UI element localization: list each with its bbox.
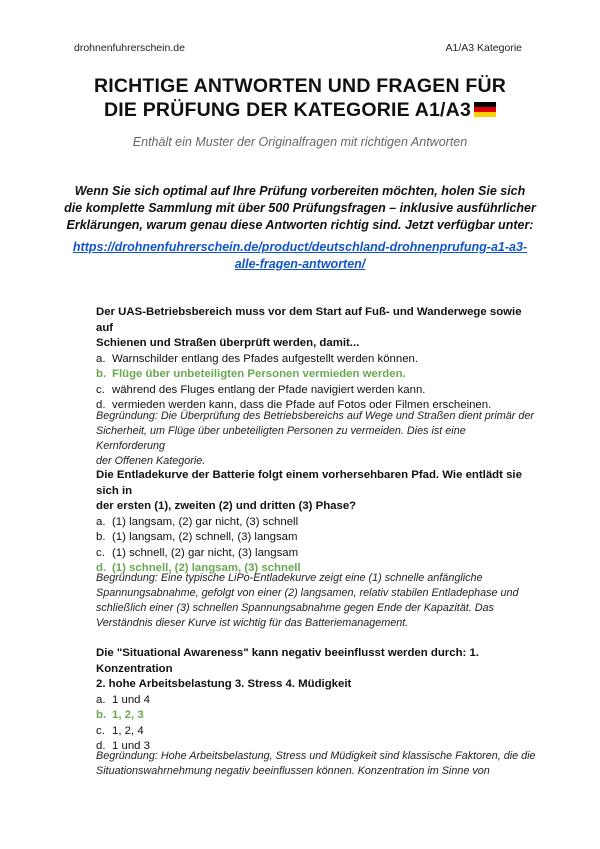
explanation-line: Situationswahrnehmung negativ beeinflussen können. Konzentration im Sinne von (96, 765, 490, 777)
title-line-1: RICHTIGE ANTWORTEN UND FRAGEN FÜR (93, 75, 507, 97)
question-line: Der UAS-Betriebsbereich muss vor dem Start auf Fuß- und Wanderwege sowie auf (96, 306, 522, 334)
option-letter: a. (96, 515, 106, 528)
question-block-3 (96, 646, 536, 755)
option-text: 1, 2, 4 (112, 724, 144, 737)
page-title (0, 74, 600, 122)
option-c (96, 546, 536, 562)
option-letter: b. (96, 531, 106, 543)
option-letter: c. (96, 724, 105, 737)
subtitle: Enthält ein Muster der Originalfragen mit richtigen Antworten (132, 135, 468, 149)
promo-line-3: Erklärungen, warum genau diese Antworten richtig sind. Jetzt verfügbar unter: (66, 218, 534, 232)
option-b (96, 367, 536, 383)
option-letter: b. (96, 368, 107, 380)
option-b (96, 530, 536, 546)
question-block-1 (96, 305, 536, 414)
header-site: drohnenfuhrerschein.de (74, 42, 185, 54)
option-a (96, 515, 536, 531)
option-text: 1 und 4 (112, 693, 151, 706)
explanation-line: schließlich einer (3) schnellen Spannungsabnahme gegen Ende der Kapazität. Das (96, 602, 494, 614)
question-block-2 (96, 468, 536, 577)
title-line-2 (0, 98, 600, 122)
question-line: Schienen und Straßen überprüft werden, damit... (96, 337, 360, 349)
explanation-1 (96, 409, 536, 469)
explanation-line: Begründung: Eine typische LiPo-Entladekurve zeigt eine (1) schnelle anfängliche (96, 572, 483, 584)
product-link-line-1[interactable]: https://drohnenfuhrerschein.de/product/deutschland-drohnenprufung-a1-a3- (72, 240, 528, 254)
option-letter: a. (96, 693, 106, 706)
option-text: 1 und 3 (112, 740, 151, 752)
option-letter: d. (96, 399, 106, 411)
option-letter: a. (96, 352, 106, 365)
option-text: (1) langsam, (2) gar nicht, (3) schnell (112, 515, 299, 528)
option-a (96, 693, 536, 709)
option-letter: c. (96, 546, 105, 559)
product-link-line-2[interactable]: alle-fragen-antworten/ (234, 257, 366, 271)
explanation-line: Spannungsabnahme, gefolgt von einer (2) langsamen, relativ stabilen Entladephase und (96, 587, 519, 599)
option-letter: b. (96, 709, 107, 721)
explanation-line: Verständnis dieser Kurve ist wichtig für das Batteriemanagement. (96, 617, 409, 629)
explanation-line: der Offenen Kategorie. (96, 455, 206, 467)
explanation-2 (96, 571, 536, 631)
option-letter: d. (96, 740, 106, 752)
question-text (96, 305, 536, 352)
option-letter: d. (96, 562, 107, 574)
explanation-line: Begründung: Hohe Arbeitsbelastung, Stress und Müdigkeit sind klassische Faktoren, die die (96, 750, 536, 762)
header-category: A1/A3 Kategorie (445, 42, 522, 54)
explanation-line: Begründung: Die Überprüfung des Betriebsbereichs auf Wege und Straßen dient primär der (96, 410, 534, 422)
question-text (96, 646, 536, 693)
question-line: Die "Situational Awareness" kann negativ beeinflusst werden durch: 1. Konzentration (96, 647, 479, 675)
option-text: während des Fluges entlang der Pfade navigiert werden kann. (112, 383, 426, 396)
explanation-3 (96, 749, 536, 779)
question-line: 2. hohe Arbeitsbelastung 3. Stress 4. Müdigkeit (96, 678, 352, 690)
promo-text (60, 183, 540, 234)
option-text: (1) schnell, (2) langsam, (3) schnell (112, 562, 301, 574)
promo-line-1: Wenn Sie sich optimal auf Ihre Prüfung vorbereiten möchten, holen Sie sich (74, 184, 526, 198)
question-line: der ersten (1), zweiten (2) und dritten (3) Phase? (96, 500, 357, 512)
title-line-2-text: DIE PRÜFUNG DER KATEGORIE A1/A3 (104, 99, 471, 121)
option-text: (1) schnell, (2) gar nicht, (3) langsam (112, 546, 299, 559)
option-text: Flüge über unbeteiligten Personen vermieden werden. (112, 368, 406, 380)
question-text (96, 468, 536, 515)
promo-line-2: die komplette Sammlung mit über 500 Prüfungsfragen – inklusive ausführlicher (64, 201, 536, 215)
option-text: vermieden werden kann, dass die Pfade auf Fotos oder Filmen erscheinen. (112, 399, 492, 411)
product-link[interactable] (60, 239, 540, 273)
explanation-line: Sicherheit, um Flüge über unbeteiligten Personen zu vermeiden. Dies ist eine Kernforderung (96, 425, 466, 452)
option-a (96, 352, 536, 368)
german-flag-icon (474, 102, 496, 117)
option-b (96, 708, 536, 724)
option-text: Warnschilder entlang des Pfades aufgestellt werden können. (112, 352, 419, 365)
option-text: (1) langsam, (2) schnell, (3) langsam (112, 531, 298, 543)
option-c (96, 724, 536, 740)
option-letter: c. (96, 383, 105, 396)
question-line: Die Entladekurve der Batterie folgt einem vorhersehbaren Pfad. Wie entlädt sie sich in (96, 469, 522, 497)
option-text: 1, 2, 3 (112, 709, 144, 721)
option-c (96, 383, 536, 399)
